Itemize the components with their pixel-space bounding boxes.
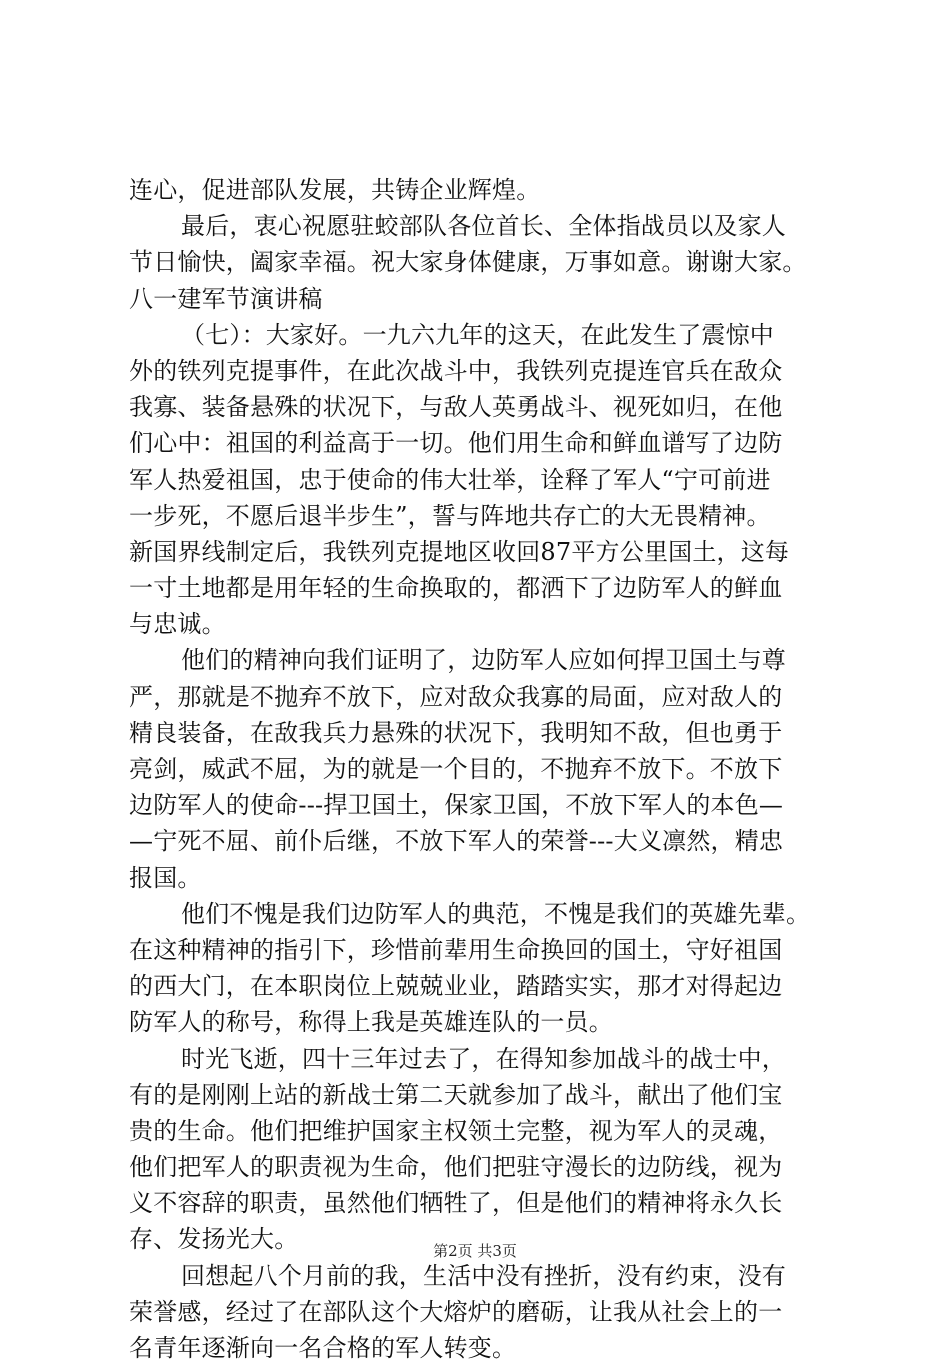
text-line: 节日愉快，阖家幸福。祝大家身体健康，万事如意。谢谢大家。: [129, 248, 807, 277]
text-line: 精良装备，在敌我兵力悬殊的状况下，我明知不敌，但也勇于: [129, 718, 783, 747]
text-line: 回想起八个月前的我，生活中没有挫折，没有约束，没有: [181, 1261, 786, 1290]
text-line: 名青年逐渐向一名合格的军人转变。: [129, 1334, 517, 1362]
text-line: 亮剑，威武不屈，为的就是一个目的，不抛弃不放下。不放下: [129, 755, 783, 783]
text-line: 军人热爱祖国，忠于使命的伟大壮举，诠释了军人“宁可前进: [129, 465, 771, 494]
text-line: 与忠诚。: [129, 610, 226, 639]
page-number-footer: 第2页 共3页: [433, 1242, 517, 1260]
text-line: 义不容辞的职责，虽然他们牺牲了，但是他们的精神将永久长: [129, 1189, 783, 1218]
text-line: 荣誉感，经过了在部队这个大熔炉的磨砺，让我从社会上的一: [129, 1297, 783, 1326]
text-line: 连心，促进部队发展，共铸企业辉煌。: [129, 176, 541, 204]
text-line: 防军人的称号，称得上我是英雄连队的一员。: [129, 1008, 613, 1037]
text-line: 他们的精神向我们证明了，边防军人应如何捍卫国土与尊: [181, 646, 786, 675]
text-line: 贵的生命。他们把维护国家主权领土完整，视为军人的灵魂，: [129, 1116, 783, 1145]
text-line: 在这种精神的指引下，珍惜前辈用生命换回的国土，守好祖国: [129, 935, 783, 964]
text-line: 严，那就是不抛弃不放下，应对敌众我寡的局面，应对敌人的: [129, 682, 783, 711]
text-line: 外的铁列克提事件，在此次战斗中，我铁列克提连官兵在敌众: [129, 356, 783, 385]
document-body: [129, 172, 859, 1366]
text-line: 他们把军人的职责视为生命，他们把驻守漫长的边防线，视为: [129, 1153, 783, 1182]
text-line: 时光飞逝，四十三年过去了，在得知参加战斗的战士中，: [181, 1044, 786, 1073]
text-line: 报国。: [129, 863, 202, 892]
text-line: 新国界线制定后，我铁列克提地区收回87平方公里国土，这每: [129, 537, 790, 566]
text-line: 存、发扬光大。: [129, 1225, 299, 1254]
text-line: 们心中：祖国的利益高于一切。他们用生命和鲜血谱写了边防: [129, 429, 783, 458]
text-line: 我寡、装备悬殊的状况下，与敌人英勇战斗、视死如归，在他: [129, 393, 783, 422]
text-line: 一寸土地都是用年轻的生命换取的，都洒下了边防军人的鲜血: [129, 574, 783, 603]
text-line: 有的是刚刚上站的新战士第二天就参加了战斗，献出了他们宝: [129, 1080, 783, 1109]
text-line: 的西大门，在本职岗位上兢兢业业，踏踏实实，那才对得起边: [129, 972, 783, 1001]
text-line: 边防军人的使命---捍卫国土，保家卫国，不放下军人的本色—: [129, 791, 784, 820]
text-line: —宁死不屈、前仆后继，不放下军人的荣誉---大义凛然，精忠: [129, 827, 784, 856]
text-line: 一步死，不愿后退半步生”，誓与阵地共存亡的大无畏精神。: [129, 501, 771, 530]
section-heading: 八一建军节演讲稿: [129, 284, 323, 313]
text-line: （七）：大家好。一九六九年的这天，在此发生了震惊中: [181, 320, 774, 349]
text-line: 他们不愧是我们边防军人的典范，不愧是我们的英雄先辈。: [181, 899, 811, 928]
text-line: 最后，衷心祝愿驻蛟部队各位首长、全体指战员以及家人: [181, 212, 786, 241]
